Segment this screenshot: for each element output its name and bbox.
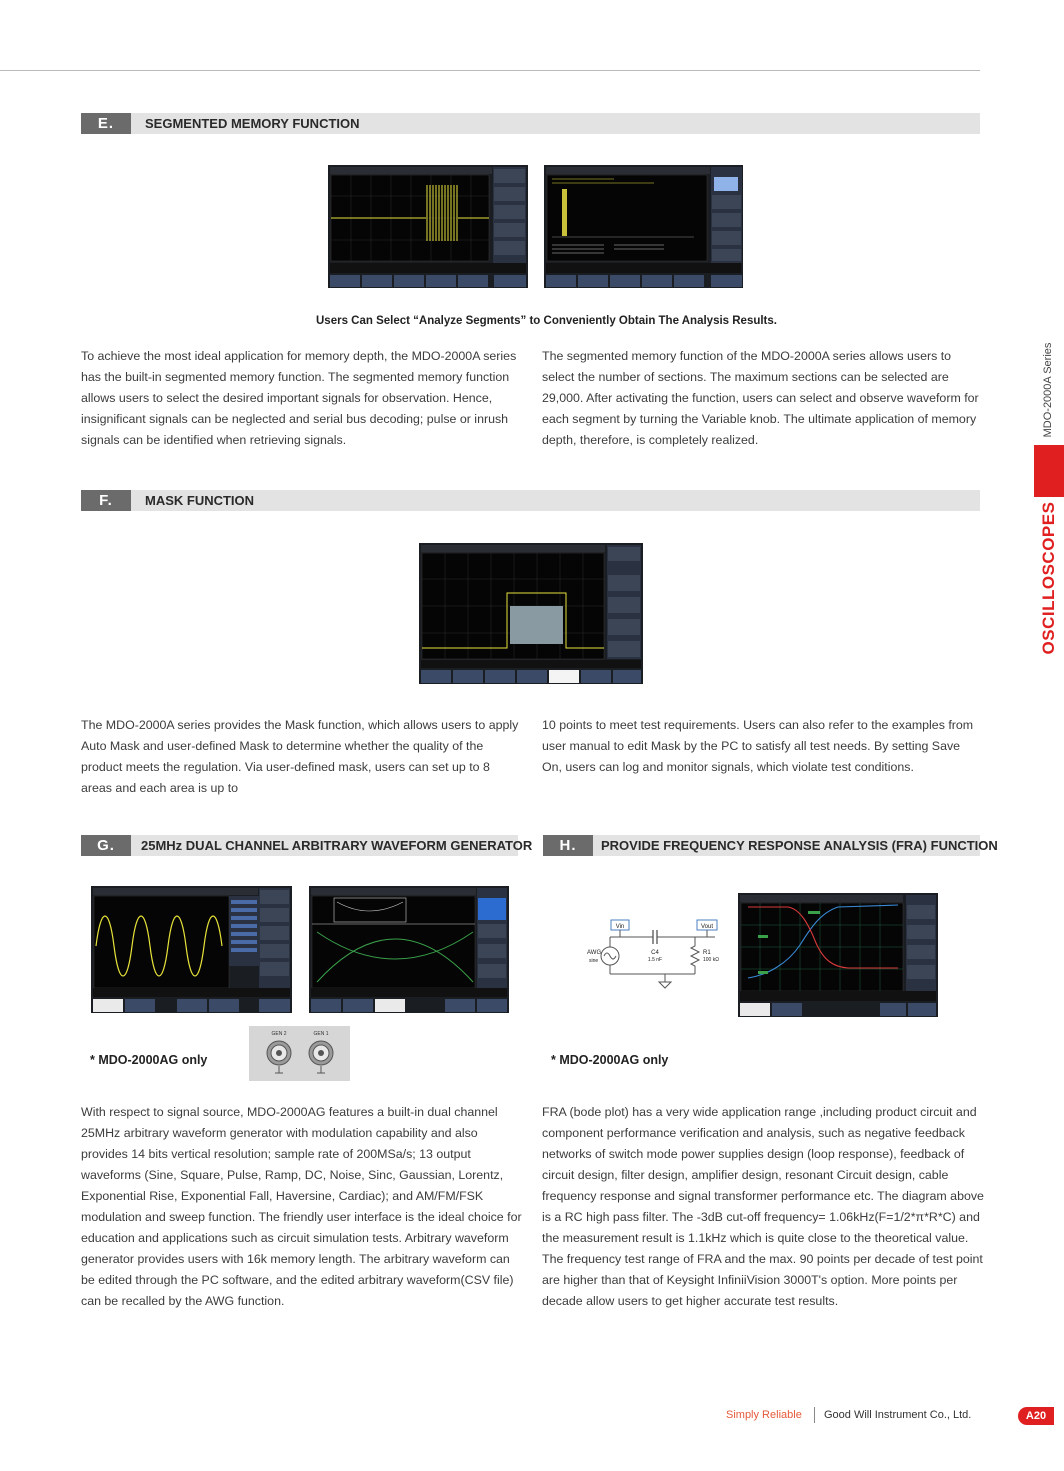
mask-screenshot: [419, 543, 643, 684]
page-number-badge: A20: [1018, 1407, 1054, 1425]
circuit-cap-label: C4: [651, 950, 659, 956]
awg-screenshot-2: [309, 886, 509, 1013]
sidebar-series-text: MDO-2000A Series: [1042, 342, 1054, 438]
sidebar-red-marker: [1034, 445, 1064, 497]
circuit-sine-label: sine: [589, 958, 599, 964]
section-g-letter: G.: [81, 835, 131, 856]
section-h-letter: H.: [543, 835, 593, 856]
section-e-title: SEGMENTED MEMORY FUNCTION: [145, 116, 360, 131]
segment-screenshot-1: [328, 165, 528, 288]
section-g-text: With respect to signal source, MDO-2000AG features a built-in dual channel 25MHz arbitrary waveform generator with modulation capability and also provides 14 bits vertical resolution; sample rate of 200MSa/s; 13 output waveforms (Sine, Square, Pulse, Ramp, DC, Noise, Sinc, Gaussian, Lorentz, Exponential Rise, Exponential Fall, Haversine, Cardiac); and AM/FM/FSK modulation and sweep function. The friendly user interface is the ideal choice for education and applications such as circuit simulation tests. Arbitrary waveform generator provides users with 16k memory length. The arbitrary waveform can be edited through the PC software, and the edited arbitrary waveform(CSV file) can be recalled by the AWG function.: [81, 1105, 522, 1308]
sidebar-category-label: [1034, 501, 1064, 654]
section-h-title: PROVIDE FREQUENCY RESPONSE ANALYSIS (FRA) FUNCTION: [601, 838, 998, 853]
section-g-note: * MDO-2000AG only: [90, 1053, 208, 1067]
section-h-note: * MDO-2000AG only: [551, 1053, 669, 1067]
rc-circuit-diagram: [585, 912, 735, 1002]
sidebar-series-label: [1038, 340, 1058, 440]
gen2-label: GEN 2: [271, 1031, 287, 1037]
section-e-letter: E.: [81, 113, 131, 134]
section-f-text-left: The MDO-2000A series provides the Mask function, which allows users to apply Auto Mask and user-defined Mask to determine whether the quality of the product meets the regulation. Via user-defined mask, users can set up to 8 areas and each area is up to: [81, 718, 519, 795]
circuit-res-label: R1: [703, 950, 711, 956]
section-e-text-right: The segmented memory function of the MDO-2000A series allows users to select the number of sections. The maximum sections can be selected are 29,000. After activating the function, users can select and observe waveform for each segment by turning the Variable knob. The ultimate application of memory depth, therefore, is completely realized.: [542, 349, 979, 447]
circuit-awg-label: AWG: [587, 950, 602, 956]
section-e-caption: Users Can Select “Analyze Segments” to Conveniently Obtain The Analysis Results.: [316, 315, 777, 327]
section-f-text-right: 10 points to meet test requirements. Users can also refer to the examples from user manual to edit Mask by the PC to satisfy all test needs. By setting Save On, users can log and monitor signals, which violate test conditions.: [542, 718, 974, 774]
section-h-text: FRA (bode plot) has a very wide application range ,including product circuit and component performance verification and analysis, such as negative feedback networks of switch mode power supplies design (loop response), feedback of circuit design, filter design, amplifier design, resonant Circuit design, cable frequency response and signal transformer performance etc. The diagram above is a RC high pass filter. The -3dB cut-off frequency= 1.06kHz(F=1/2*π*R*C) and the measurement result is 1.1kHz which is quite close to the theoretical value. The frequency test range of FRA and the max. 90 points per decade of test point are higher than that of Keysight InfiniiVision 3000T's option. More points per decade allow users to get higher accurate test results.: [542, 1105, 984, 1308]
section-g-header: [81, 835, 533, 856]
circuit-vin-label: Vin: [615, 924, 625, 930]
gen1-label: GEN 1: [313, 1031, 329, 1037]
circuit-cap-value: 1.5 nF: [647, 957, 663, 963]
footer-divider: [814, 1407, 815, 1423]
top-rule: [0, 70, 980, 71]
section-e-text-left: To achieve the most ideal application for memory depth, the MDO-2000A series has the built-in segmented memory function. The segmented memory function allows users to select the desired important signals for observation. Hence, insignificant signals can be neglected and serial bus decoding; pulse or inrush signals can be identified when retrieving signals.: [81, 349, 517, 447]
section-f-letter: F.: [81, 490, 131, 511]
fra-screenshot: [738, 893, 938, 1017]
section-h-header: [543, 835, 998, 856]
section-f-title: MASK FUNCTION: [145, 493, 255, 508]
footer-company: Good Will Instrument Co., Ltd.: [824, 1409, 972, 1421]
section-g-title: 25MHz DUAL CHANNEL ARBITRARY WAVEFORM GENERATOR: [141, 838, 533, 853]
circuit-vout-label: Vout: [700, 924, 714, 930]
awg-screenshot-1: [91, 886, 292, 1013]
gen-connectors-image: [249, 1026, 350, 1081]
sidebar-category-text: OSCILLOSCOPES: [1039, 501, 1058, 654]
section-f-header: [81, 490, 980, 511]
circuit-res-value: 100 kΩ: [703, 957, 719, 963]
section-e-header: [81, 113, 980, 134]
segment-screenshot-2: [544, 165, 743, 288]
footer-tagline: Simply Reliable: [726, 1409, 802, 1421]
